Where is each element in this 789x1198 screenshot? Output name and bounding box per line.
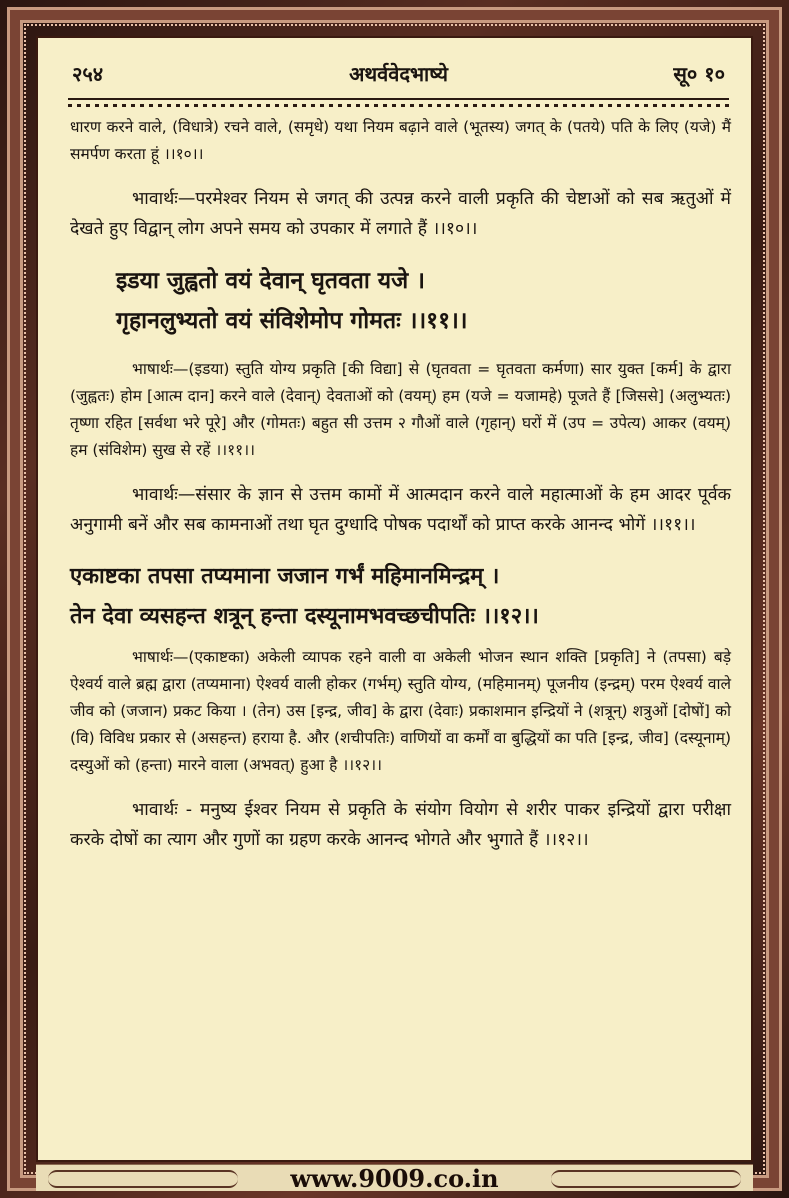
page-content — [70, 114, 731, 863]
mantra-line: इडया जुह्वतो वयं देवान् घृतवता यजे । — [116, 268, 425, 294]
header-divider — [68, 98, 729, 108]
page-header — [68, 60, 729, 94]
mantra-line: एकाष्टका तपसा तप्यमाना जजान गर्भं महिमानमिन्द्रम् । — [70, 564, 500, 589]
commentary-paragraph: धारण करने वाले, (विधात्रे) रचने वाले, (समृधे) यथा नियम बढ़ाने वाले (भूतस्य) जगत् के (पतये) पति के लिए (यजे) मैं समर्पण करता हूं ।।१०।। — [70, 118, 731, 163]
website-link[interactable]: www.9009.co.in — [290, 1164, 499, 1193]
book-page — [36, 36, 753, 1162]
page-number: २५४ — [72, 62, 104, 86]
running-title: अथर्ववेदभाष्ये — [349, 62, 448, 86]
bhasharth-paragraph: भाषार्थः—(इडया) स्तुति योग्य प्रकृति [की विद्या] से (घृतवता = घृतवता कर्मणा) सार युक्त [कर्म] के द्वारा (जुह्वतः) होम [आत्म दान] करने वाले (देवान्) देवताओं को (वयम्) हम (यजे = यजामहे) पूजते हैं [जिससे] (अलुभ्यतः) तृष्णा रहित [सर्वथा भरे पूरे] और (गोमतः) बहुत सी उत्तम २ गौओं वाले (गृहान्) घरों में (उप = उपेत्य) आकर (वयम्) हम (संविशेम) सुख से रहें ।।११।। — [70, 360, 731, 459]
footer-banner — [36, 1164, 753, 1191]
sukt-number: सू० १० — [673, 62, 725, 86]
bhavarth-paragraph: भावार्थः - मनुष्य ईश्वर नियम से प्रकृति के संयोग वियोग से शरीर पाकर इन्द्रियों द्वारा परीक्षा करके दोषों का त्याग और गुणों का ग्रहण करके आनन्द भोगते और भुगाते हैं ।।१२।। — [70, 800, 731, 850]
bhasharth-paragraph: भाषार्थः—(एकाष्टका) अकेली व्यापक रहने वाली वा अकेली भोजन स्थान शक्ति [प्रकृति] ने (तपसा) बड़े ऐश्वर्य वाले ब्रह्म द्वारा (तप्यमाना) ऐश्वर्य वाली होकर (गर्भम्) स्तुति योग्य, (महिमानम्) पूजनीय (इन्द्रम्) परम ऐश्वर्य वाले जीव को (जजान) प्रकट किया । (तेन) उस [इन्द्र, जीव] के द्वारा (देवाः) प्रकाशमान इन्द्रियों ने (शत्रून्) शत्रुओं [दोषों] को (वि) विविध प्रकार से (असहन्त) हराया है. और (शचीपतिः) वाणियों वा कर्मों वा बुद्धियों का पति [इन्द्र, जीव] (दस्यूनाम्) दस्युओं को (हन्ता) मारने वाला (अभवत्) हुआ है ।।१२।। — [70, 648, 731, 774]
mantra-line: तेन देवा व्यसहन्त शत्रून् हन्ता दस्यूनामभवच्छचीपतिः ।।१२।। — [70, 604, 539, 629]
bhavarth-paragraph: भावार्थः—परमेश्वर नियम से जगत् की उत्पन्न करने वाली प्रकृति की चेष्टाओं को सब ऋतुओं में देखते हुए विद्वान् लोग अपने समय को उपकार में लगाते हैं ।।१०।। — [70, 189, 731, 239]
bhavarth-paragraph: भावार्थः—संसार के ज्ञान से उत्तम कामों में आत्मदान करने वाले महात्माओं के हम आदर पूर्वक अनुगामी बनें और सब कामनाओं तथा घृत दुग्धादि पोषक पदार्थों को प्राप्त करके आनन्द भोगें ।।११।। — [70, 485, 731, 535]
mantra-line: गृहानलुभ्यतो वयं संविशेमोप गोमतः ।।११।। — [116, 308, 468, 334]
